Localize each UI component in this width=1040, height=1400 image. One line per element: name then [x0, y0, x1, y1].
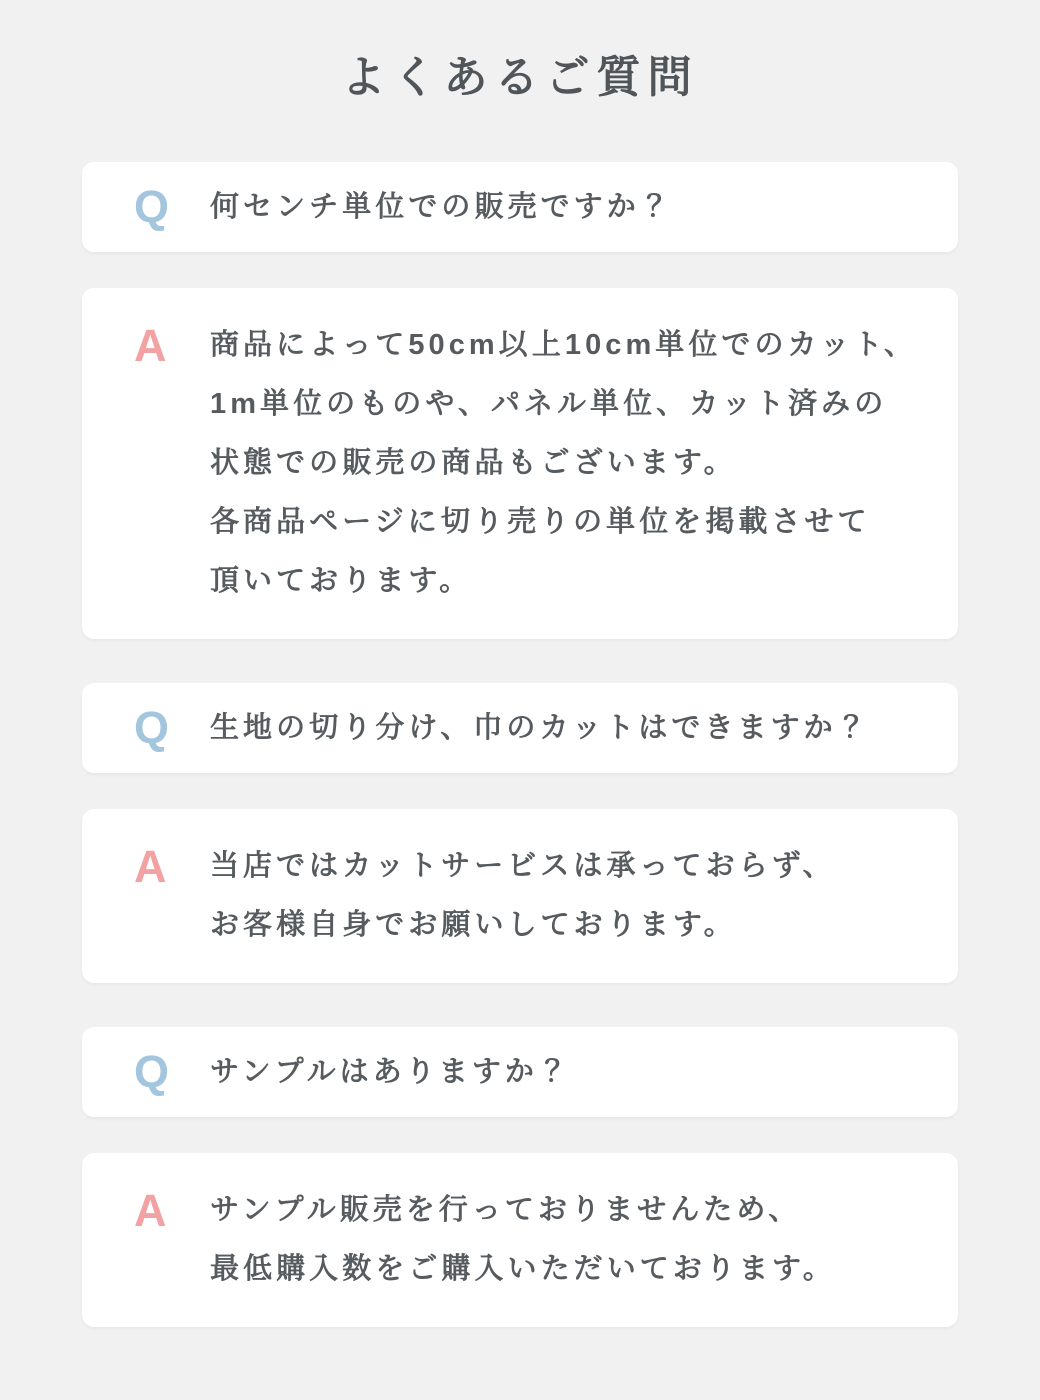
question-card-2 — [82, 683, 958, 773]
answer-line: 当店ではカットサービスは承っておらず、 — [210, 850, 836, 882]
question-line: 生地の切り分け、巾のカットはできますか？ — [210, 711, 870, 744]
question-line: 何センチ単位での販売ですか？ — [210, 190, 673, 223]
answer-line: 各商品ページに切り売りの単位を掲載させて — [210, 506, 871, 538]
answer-text — [210, 837, 928, 955]
answer-badge: A — [134, 320, 167, 371]
question-text — [210, 178, 928, 237]
question-badge: Q — [134, 702, 170, 753]
page-title: よくあるご質問 — [341, 53, 699, 102]
answer-line: 最低購入数をご購入いただいております。 — [210, 1253, 836, 1285]
answer-card-3 — [82, 1153, 958, 1327]
faq-list — [0, 162, 1040, 1327]
question-text — [210, 1043, 928, 1102]
answer-text — [210, 1181, 928, 1299]
answer-card-1 — [82, 288, 958, 639]
answer-line: 頂いております。 — [210, 565, 473, 597]
answer-badge: A — [134, 841, 167, 892]
answer-card-2 — [82, 809, 958, 983]
answer-line: お客様自身でお願いしております。 — [210, 909, 737, 941]
answer-line: 1m単位のものや、パネル単位、カット済みの — [210, 388, 888, 420]
answer-line: 商品によって50cm以上10cm単位でのカット、 — [210, 329, 917, 361]
question-text — [210, 699, 928, 758]
answer-line: 状態での販売の商品もございます。 — [210, 447, 737, 479]
question-line: サンプルはありますか？ — [210, 1055, 572, 1088]
question-badge: Q — [134, 1046, 170, 1097]
answer-text — [210, 316, 928, 611]
answer-badge: A — [134, 1185, 167, 1236]
question-card-3 — [82, 1027, 958, 1117]
question-badge: Q — [134, 181, 170, 232]
question-card-1 — [82, 162, 958, 252]
answer-line: サンプル販売を行っておりませんため、 — [210, 1194, 802, 1226]
